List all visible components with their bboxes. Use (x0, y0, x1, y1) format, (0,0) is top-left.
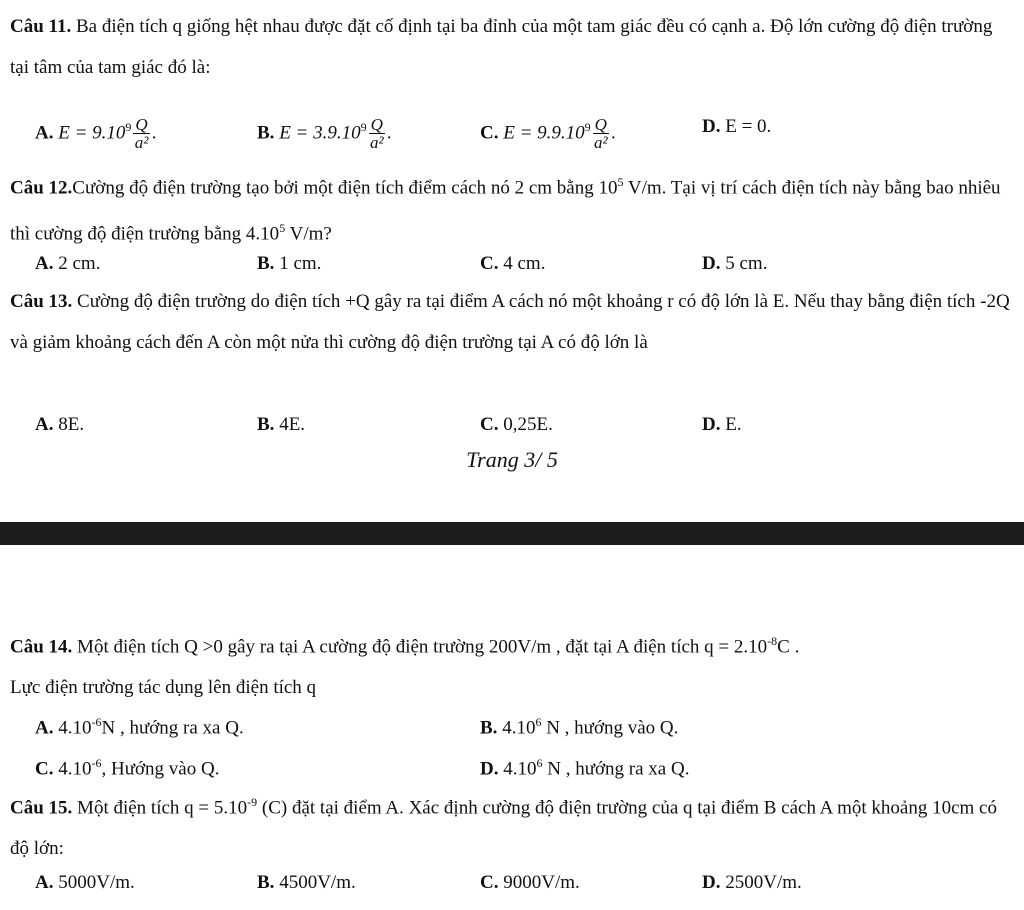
question-14-options-row1 (0, 707, 1024, 737)
option-15-b: B. 4500V/m. (257, 872, 356, 893)
option-11-b: B. $E = 3.9.10^9$ $\frac{Q}{\text{a²}}$ . (257, 115, 392, 153)
question-15-text: Câu 15. Một điện tích $q = 5.10^{-9}$ (C) đặt tại điểm A. Xác định cường độ điện trường của q tại điểm B cách A một khoảng 10cm có độ lớn: (10, 795, 997, 860)
option-14-c: C. $4.10^{-6}$, Hướng vào Q. (35, 756, 220, 780)
question-12-options (0, 249, 1024, 279)
option-11-c: C. $E = 9.9.10^9$ $\frac{Q}{\text{a²}}$ . (480, 115, 616, 153)
option-13-a: A. 8E. (35, 414, 85, 435)
question-14-options-row2 (0, 748, 1024, 778)
question-11-label: Câu 11. (10, 16, 72, 37)
option-12-d: D. 5 cm. (702, 253, 768, 274)
question-13-label: Câu 13. (10, 291, 73, 312)
option-11-d: D. E = 0. (702, 116, 772, 137)
page-divider (0, 522, 1024, 545)
option-13-d: D. E. (702, 414, 742, 435)
question-12-label: Câu 12. (10, 177, 73, 199)
option-13-c: C. 0,25E. (480, 414, 553, 435)
question-15-options (0, 868, 1024, 898)
option-14-b: B. 4.10$^6$ N , hướng vào Q. (480, 715, 679, 739)
question-12-text: Câu 12.Cường độ điện trường tạo bởi một điện tích điểm cách nó 2 cm bằng $10^5$ V/m. Tại vị trí cách điện tích này bằng bao nhiêu thì cường độ điện trường bằng 4.10$^5$ V/m? (10, 175, 1001, 245)
option-12-c: C. 4 cm. (480, 253, 546, 274)
option-13-b: B. 4E. (257, 414, 306, 435)
question-12 (10, 162, 1014, 255)
question-11-text: Câu 11. Ba điện tích q giống hệt nhau được đặt cố định tại ba đỉnh của một tam giác đều có cạnh a. Độ lớn cường độ điện trường tại tâm của tam giác đó là: (10, 16, 993, 78)
question-14-label: Câu 14. (10, 636, 73, 658)
option-12-a: A. 2 cm. (35, 253, 101, 274)
question-11 (10, 6, 1014, 88)
question-14-text-line2: Lực điện trường tác dụng lên điện tích q (10, 677, 317, 699)
question-15-label: Câu 15. (10, 797, 73, 819)
question-13 (10, 281, 1014, 363)
page-number: Trang 3/ 5 (466, 447, 558, 472)
option-14-a: A. $4.10^{-6}N$ , hướng ra xa Q. (35, 715, 244, 739)
option-12-b: B. 1 cm. (257, 253, 322, 274)
question-13-text: Câu 13. Cường độ điện trường do điện tích +Q gây ra tại điểm A cách nó một khoảng r có độ lớn là E. Nếu thay bằng điện tích -2Q và giảm khoảng cách đến A còn một nửa thì cường độ điện trường tại A có độ lớn là (10, 291, 1010, 353)
option-11-a: A. $E = 9.10^9$ $\frac{Q}{\text{a²}}$ . (35, 115, 157, 153)
option-15-d: D. 2500V/m. (702, 872, 802, 893)
option-14-d: D. 4.10$^6$ N , hướng ra xa Q. (480, 756, 690, 780)
question-15 (10, 782, 1014, 869)
question-11-options (0, 112, 1024, 153)
option-15-c: C. 9000V/m. (480, 872, 580, 893)
question-14-text: Câu 14. Một điện tích Q >0 gây ra tại A cường độ điện trường 200V/m , đặt tại A điện tích $q = 2.10^{-8}C$ . (10, 634, 800, 658)
option-15-a: A. 5000V/m. (35, 872, 135, 893)
question-13-options (0, 410, 1024, 440)
question-14 (10, 621, 1014, 708)
